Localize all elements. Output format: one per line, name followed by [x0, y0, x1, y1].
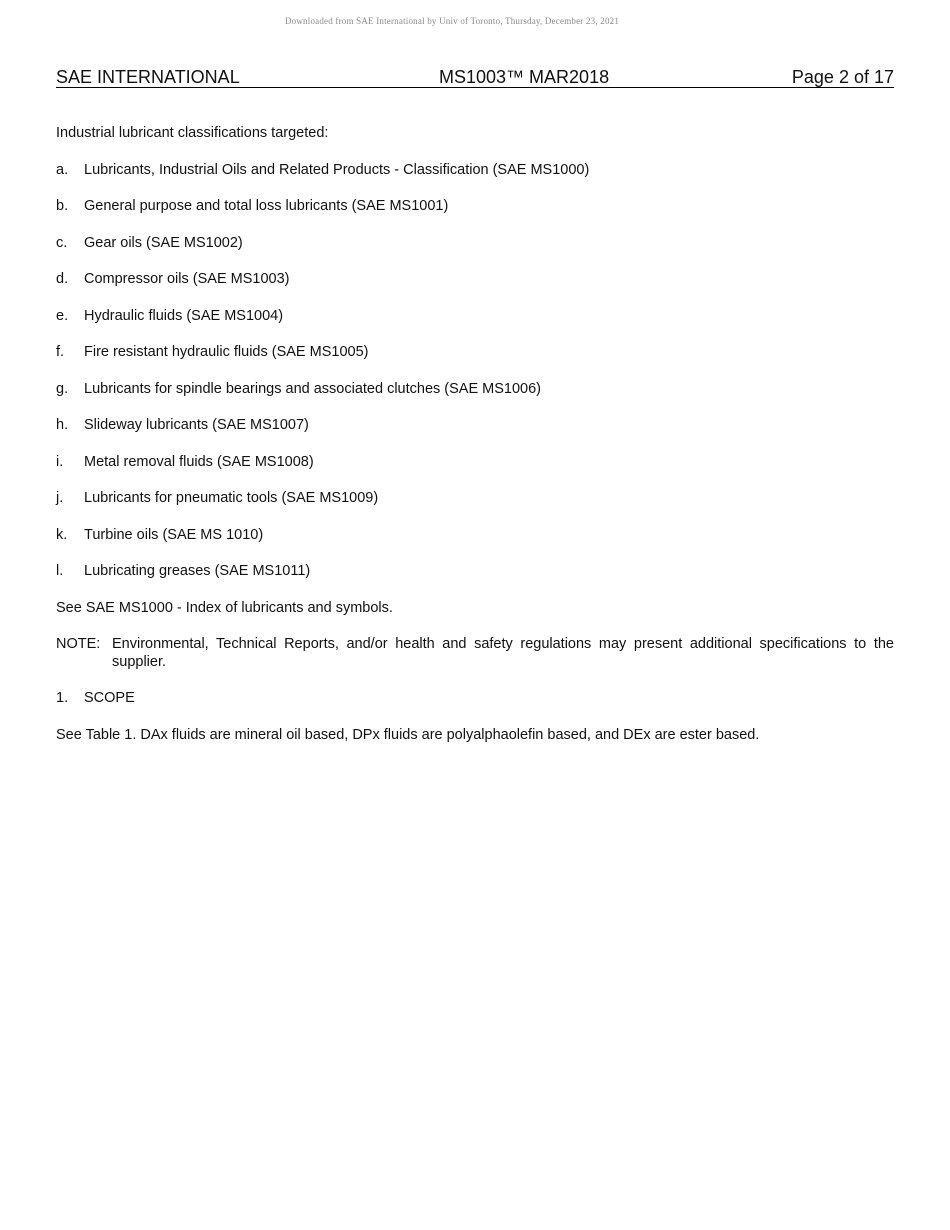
list-item [56, 526, 894, 544]
list-item-text: Compressor oils (SAE MS1003) [84, 271, 290, 287]
list-item-letter: j. [56, 490, 64, 506]
document-body [56, 124, 894, 744]
list-item-text: Slideway lubricants (SAE MS1007) [84, 417, 309, 433]
list-item-letter: i. [56, 453, 64, 470]
list-item-letter: l. [56, 563, 64, 579]
list-item [56, 489, 894, 507]
list-item-letter: h. [56, 417, 69, 433]
list-item [56, 416, 894, 434]
list-item [56, 343, 894, 361]
section-number: 1. [56, 690, 69, 706]
list-item-letter: c. [56, 234, 68, 251]
header-document-id: MS1003™ MAR2018 [439, 67, 610, 87]
list-item-letter: e. [56, 307, 69, 324]
list-item-text: Turbine oils (SAE MS 1010) [84, 526, 264, 543]
list-item [56, 562, 894, 580]
list-item-text: Metal removal fluids (SAE MS1008) [84, 453, 314, 470]
list-item [56, 234, 894, 252]
section-heading [56, 689, 894, 707]
list-item-text: Fire resistant hydraulic fluids (SAE MS1005) [84, 344, 369, 360]
list-item [56, 270, 894, 288]
section-title: SCOPE [84, 690, 135, 706]
list-item-letter: g. [56, 380, 69, 397]
list-item-text: General purpose and total loss lubricants (SAE MS1001) [84, 198, 449, 214]
list-item [56, 197, 894, 215]
running-header [56, 67, 894, 88]
list-item-letter: f. [56, 344, 65, 360]
list-item-text: Hydraulic fluids (SAE MS1004) [84, 307, 284, 324]
see-index-paragraph: See SAE MS1000 - Index of lubricants and symbols. [56, 599, 393, 616]
list-item-text: Lubricants for spindle bearings and associated clutches (SAE MS1006) [84, 380, 542, 397]
header-organization: SAE INTERNATIONAL [56, 67, 240, 87]
classification-list [56, 161, 894, 581]
list-item [56, 453, 894, 471]
note-label: NOTE: [56, 636, 101, 652]
list-item-letter: a. [56, 161, 69, 178]
intro-paragraph: Industrial lubricant classifications targeted: [56, 125, 329, 141]
list-item-text: Lubricating greases (SAE MS1011) [84, 563, 311, 579]
scope-paragraph: See Table 1. DAx fluids are mineral oil based, DPx fluids are polyalphaolefin based, and DEx are ester based. [56, 727, 760, 743]
list-item [56, 307, 894, 325]
note-text: Environmental, Technical Reports, and/or health and safety regulations may present additional specifications to the supplier. [112, 636, 894, 670]
list-item-letter: k. [56, 526, 68, 543]
note-block [56, 635, 894, 671]
list-item-letter: d. [56, 271, 69, 287]
list-item-text: Lubricants, Industrial Oils and Related Products - Classification (SAE MS1000) [84, 161, 590, 178]
list-item-letter: b. [56, 198, 69, 214]
download-watermark: Downloaded from SAE International by Univ of Toronto, Thursday, December 23, 2021 [284, 16, 620, 26]
list-item [56, 161, 894, 179]
list-item-text: Lubricants for pneumatic tools (SAE MS1009) [84, 490, 379, 506]
list-item [56, 380, 894, 398]
header-page-number: Page 2 of 17 [791, 67, 894, 87]
list-item-text: Gear oils (SAE MS1002) [84, 234, 243, 251]
